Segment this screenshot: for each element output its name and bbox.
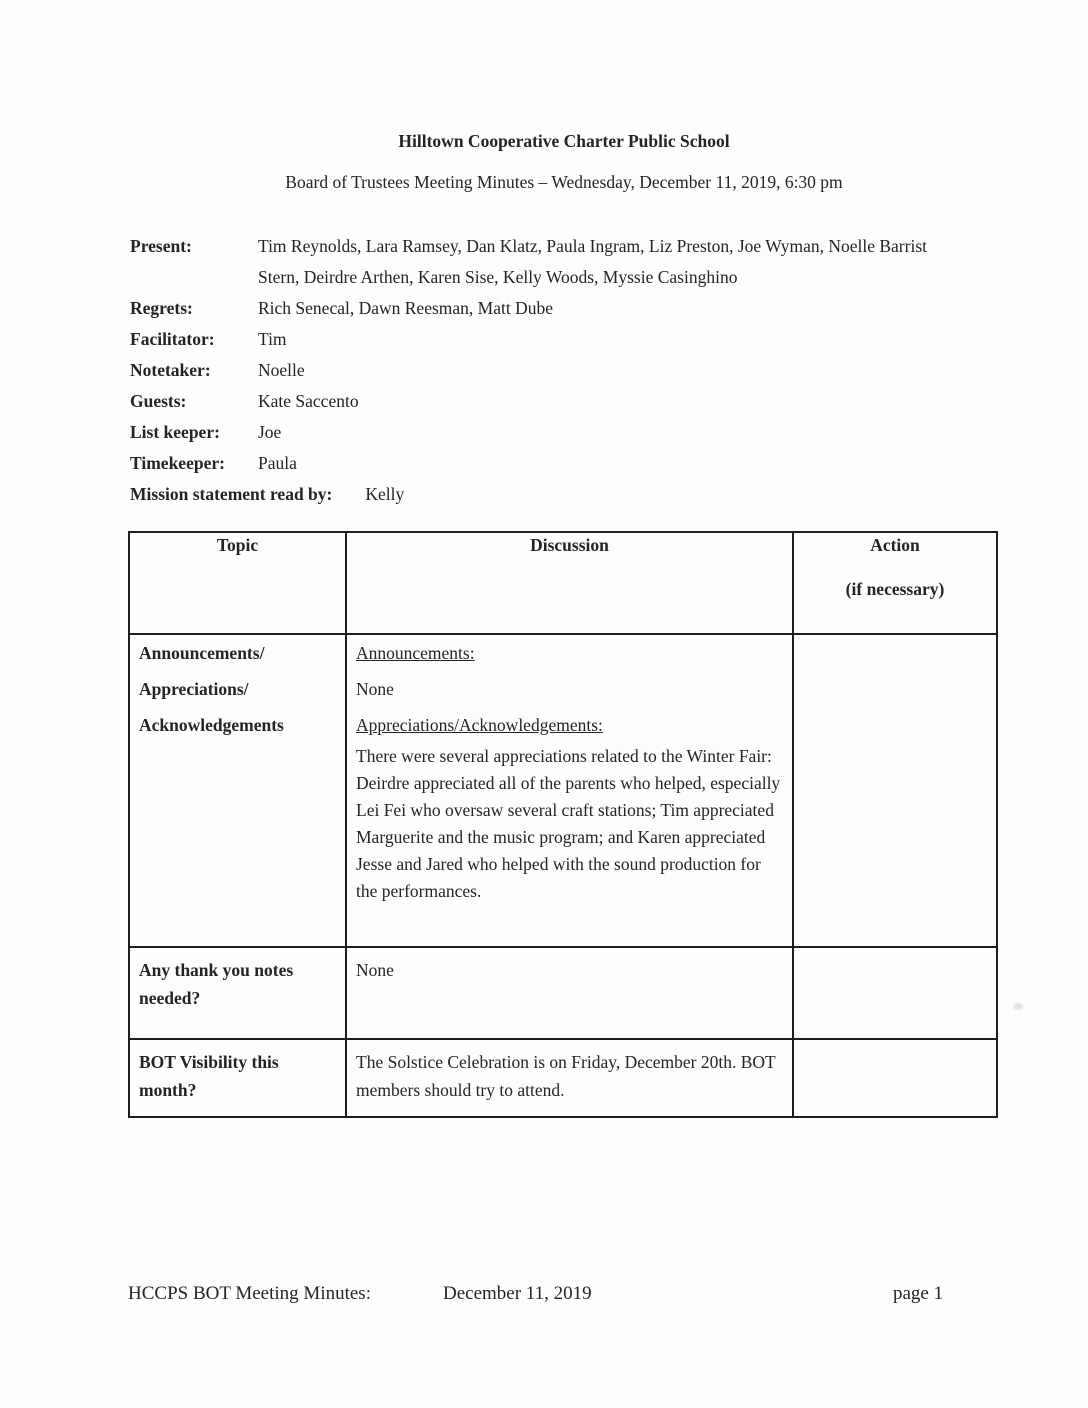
action-cell-bot-visibility (793, 1039, 997, 1117)
topic-cell-bot-visibility (129, 1039, 346, 1117)
discussion-paragraph: There were several appreciations related to the Winter Fair: Deirdre appreciated all of the parents who helped, especially Lei Fei who oversaw several craft stations; Tim appreciated Marguerite and the music program; and Karen appreciated Jesse and Jared who helped with the sound production for the performances. (356, 746, 785, 901)
attendance-roster (130, 231, 962, 510)
action-header-line2: (if necessary) (845, 579, 945, 599)
mission-statement-value: Kelly (365, 484, 405, 504)
facilitator-label: Facilitator: (130, 329, 215, 349)
roster-row-guests (130, 386, 962, 417)
topic-line: BOT Visibility this (139, 1052, 279, 1072)
document-title: Hilltown Cooperative Charter Public School (398, 131, 730, 151)
topic-column-header: Topic (129, 532, 346, 634)
roster-row-timekeeper (130, 448, 962, 479)
document-subtitle: Board of Trustees Meeting Minutes – Wednesday, December 11, 2019, 6:30 pm (285, 172, 843, 192)
topic-line: month? (139, 1080, 197, 1100)
discussion-heading-announcements: Announcements: (356, 643, 475, 663)
table-header-row (129, 532, 997, 634)
roster-row-facilitator (130, 324, 962, 355)
table-row-bot-visibility (129, 1039, 997, 1117)
topic-line: Announcements/ (139, 643, 265, 663)
present-value: Tim Reynolds, Lara Ramsey, Dan Klatz, Paula Ingram, Liz Preston, Joe Wyman, Noelle Barrist Stern, Deirdre Arthen, Karen Sise, Kelly Woods, Myssie Casinghino (258, 236, 927, 287)
mission-statement-label: Mission statement read by: (130, 484, 333, 504)
timekeeper-value: Paula (258, 453, 297, 473)
facilitator-value: Tim (258, 329, 287, 349)
roster-row-regrets (130, 293, 962, 324)
notetaker-value: Noelle (258, 360, 305, 380)
topic-line: Any thank you notes (139, 960, 294, 980)
footer-page-number: page 1 (893, 1283, 944, 1304)
roster-row-notetaker (130, 355, 962, 386)
topic-line: needed? (139, 988, 201, 1008)
roster-row-mission-statement (130, 479, 962, 510)
action-column-header (793, 532, 997, 634)
table-row-thank-you-notes (129, 947, 997, 1039)
discussion-heading-appreciations: Appreciations/Acknowledgements: (356, 715, 603, 735)
footer-date: December 11, 2019 (443, 1283, 592, 1304)
regrets-value: Rich Senecal, Dawn Reesman, Matt Dube (258, 298, 553, 318)
roster-row-present (130, 231, 962, 293)
present-label: Present: (130, 236, 192, 256)
topic-cell-thank-you-notes (129, 947, 346, 1039)
discussion-cell-thank-you-notes: None (346, 947, 793, 1039)
timekeeper-label: Timekeeper: (130, 453, 225, 473)
footer-document-label: HCCPS BOT Meeting Minutes: (128, 1283, 371, 1304)
roster-row-list-keeper (130, 417, 962, 448)
list-keeper-label: List keeper: (130, 422, 220, 442)
notetaker-label: Notetaker: (130, 360, 211, 380)
action-cell-announcements (793, 634, 997, 947)
action-header-line1: Action (870, 535, 920, 555)
discussion-column-header: Discussion (346, 532, 793, 634)
topic-line: Appreciations/ (139, 679, 249, 699)
discussion-cell-bot-visibility: The Solstice Celebration is on Friday, December 20th. BOT members should try to attend. (346, 1039, 793, 1117)
minutes-table (128, 531, 998, 1118)
topic-cell-announcements (129, 634, 346, 947)
action-cell-thank-you-notes (793, 947, 997, 1039)
guests-label: Guests: (130, 391, 187, 411)
topic-line: Acknowledgements (139, 715, 284, 735)
list-keeper-value: Joe (258, 422, 282, 442)
table-row-announcements (129, 634, 997, 947)
scan-smudge-artifact (1013, 1003, 1023, 1010)
guests-value: Kate Saccento (258, 391, 359, 411)
discussion-none-text: None (356, 679, 394, 699)
discussion-cell-announcements (346, 634, 793, 947)
regrets-label: Regrets: (130, 298, 193, 318)
